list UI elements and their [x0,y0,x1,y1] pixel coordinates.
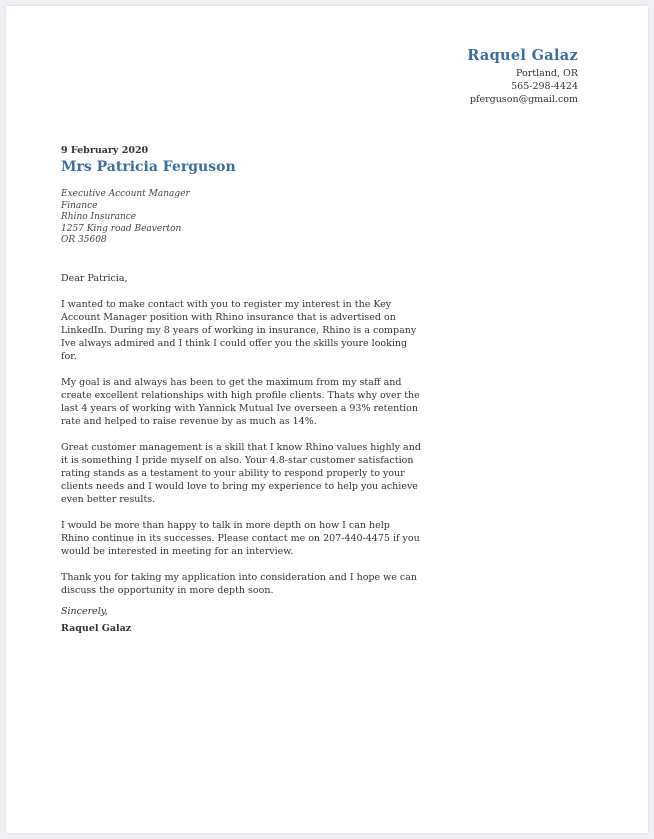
body-paragraph: I wanted to make contact with you to register my interest in the Key Account Manager position with Rhino insurance that is advertised on LinkedIn. During my 8 years of working in insurance, Rhino is a company Ive always admired and I think I could offer you the skills youre looking for. [61,299,417,362]
body-paragraph: Thank you for taking my application into consideration and I hope we can discuss the opportunity in more depth soon. [61,572,418,596]
recipient-title: Executive Account Manager [61,189,190,199]
recipient-address-block [61,189,190,247]
closing-word: Sincerely, [61,606,108,617]
closing-block [61,603,131,637]
recipient-street: 1257 King road Beaverton [61,223,182,234]
greeting: Dear Patricia, [61,273,128,284]
letter-body [61,272,421,610]
body-paragraph: Great customer management is a skill that I know Rhino values highly and it is something I pride myself on also. Your 4.8-star customer satisfaction rating stands as a testament to your ability to respond properly to your clients needs and I would love to bring my experience to help you achieve even better results. [61,442,421,505]
letter-date: 9 February 2020 [61,145,149,156]
body-paragraph: My goal is and always has been to get the maximum from my staff and create excellent relationships with high profile clients. Thats why over the last 4 years of working with Yannick Mutual Ive overseen a 93% retention rate and helped to raise revenue by as much as 14%. [61,377,420,427]
letter-page [6,6,648,833]
body-paragraph: I would be more than happy to talk in more depth on how I can help Rhino continue in its successes. Please contact me on 207-440-4475 if you would be interested in meeting for an interview. [61,520,420,557]
recipient-department: Finance [61,200,98,211]
recipient-name: Mrs Patricia Ferguson [61,159,236,175]
sender-block [467,47,578,106]
recipient-region: OR 35608 [61,235,107,245]
recipient-company: Rhino Insurance [61,212,137,222]
sender-name: Raquel Galaz [467,47,578,64]
sender-email: pferguson@gmail.com [469,94,578,105]
sender-phone: 565-298-4424 [511,81,578,92]
closing-signature-name: Raquel Galaz [61,623,132,634]
sender-city: Portland, OR [516,68,578,79]
